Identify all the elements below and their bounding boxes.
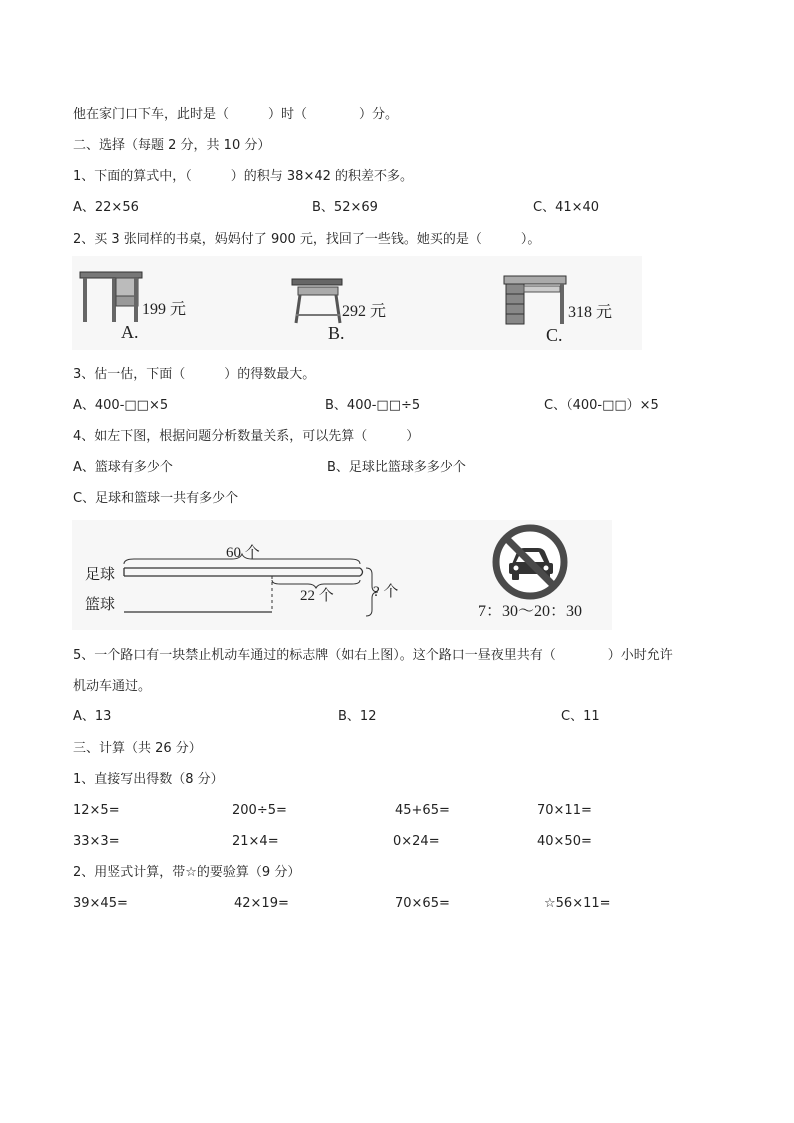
q4-option-a[interactable]: A、篮球有多少个 [73, 460, 173, 475]
no-vehicle-sign-icon [492, 524, 568, 600]
desk-a-image [78, 266, 148, 326]
desk-b-image [290, 275, 346, 327]
question-2-text: 2、买 3 张同样的书桌，妈妈付了 900 元，找回了一些钱。她买的是（ ）。 [73, 232, 541, 247]
q5-option-b[interactable]: B、12 [338, 709, 377, 724]
calc-part-1-text: 1、直接写出得数（8 分） [73, 772, 224, 787]
calc-item: 21×4= [232, 834, 279, 849]
sign-time-label: 7：30～20：30 [478, 603, 583, 620]
calc-item: 45+65= [395, 803, 450, 818]
q5-option-c[interactable]: C、11 [561, 709, 600, 724]
calc-item: 12×5= [73, 803, 120, 818]
question-4-text: 4、如左下图，根据问题分析数量关系，可以先算（ ） [73, 429, 420, 444]
desk-a-letter[interactable]: A. [121, 322, 139, 342]
diagram-label-basketball: 篮球 [85, 597, 116, 613]
calc-part-2-text: 2、用竖式计算，带☆的要验算（9 分） [73, 865, 301, 880]
question-5-text: 5、一个路口有一块禁止机动车通过的标志牌（如右上图）。这个路口一昼夜里共有（ ）小时允许 [73, 648, 673, 663]
desk-c-image [502, 272, 570, 326]
q3-option-c[interactable]: C、（400-□□）×5 [544, 398, 659, 413]
desk-b-price: 292 元 [342, 303, 387, 320]
fill-in-question-line: 他在家门口下车，此时是（ ）时（ ）分。 [73, 107, 399, 122]
q3-option-a[interactable]: A、400-□□×5 [73, 398, 169, 413]
diagram-label-60: 60 个 [226, 545, 260, 561]
diagram-label-22: 22 个 [300, 588, 334, 604]
q1-option-c[interactable]: C、41×40 [533, 200, 600, 215]
desk-b-letter[interactable]: B. [328, 323, 345, 343]
calc-item: 0×24= [393, 834, 440, 849]
desk-c-price: 318 元 [568, 304, 613, 321]
calc-item: 200÷5= [232, 803, 287, 818]
q5-option-a[interactable]: A、13 [73, 709, 112, 724]
q4-option-c[interactable]: C、足球和篮球一共有多少个 [73, 491, 239, 506]
q3-option-b[interactable]: B、400-□□÷5 [325, 398, 421, 413]
vertical-calc-item: 70×65= [395, 896, 450, 911]
vertical-calc-item: 42×19= [234, 896, 289, 911]
q1-option-b[interactable]: B、52×69 [312, 200, 378, 215]
question-3-text: 3、估一估，下面（ ）的得数最大。 [73, 367, 316, 382]
vertical-calc-item: 39×45= [73, 896, 128, 911]
desk-c-letter[interactable]: C. [546, 325, 563, 345]
question-5-text-cont: 机动车通过。 [73, 679, 152, 694]
calc-item: 40×50= [537, 834, 592, 849]
diagram-label-football: 足球 [85, 567, 116, 583]
desk-a-price: 199 元 [142, 301, 187, 318]
vertical-calc-item: ☆56×11= [544, 896, 611, 911]
section-heading-choice: 二、选择（每题 2 分，共 10 分） [73, 138, 271, 153]
calc-item: 33×3= [73, 834, 120, 849]
calc-item: 70×11= [537, 803, 592, 818]
q1-option-a[interactable]: A、22×56 [73, 200, 139, 215]
q4-option-b[interactable]: B、足球比篮球多多少个 [327, 460, 466, 475]
line-segment-diagram [72, 520, 392, 630]
diagram-label-total: ? 个 [373, 584, 399, 600]
section-heading-calc: 三、计算（共 26 分） [73, 741, 202, 756]
question-1-text: 1、下面的算式中，（ ）的积与 38×42 的积差不多。 [73, 169, 414, 184]
